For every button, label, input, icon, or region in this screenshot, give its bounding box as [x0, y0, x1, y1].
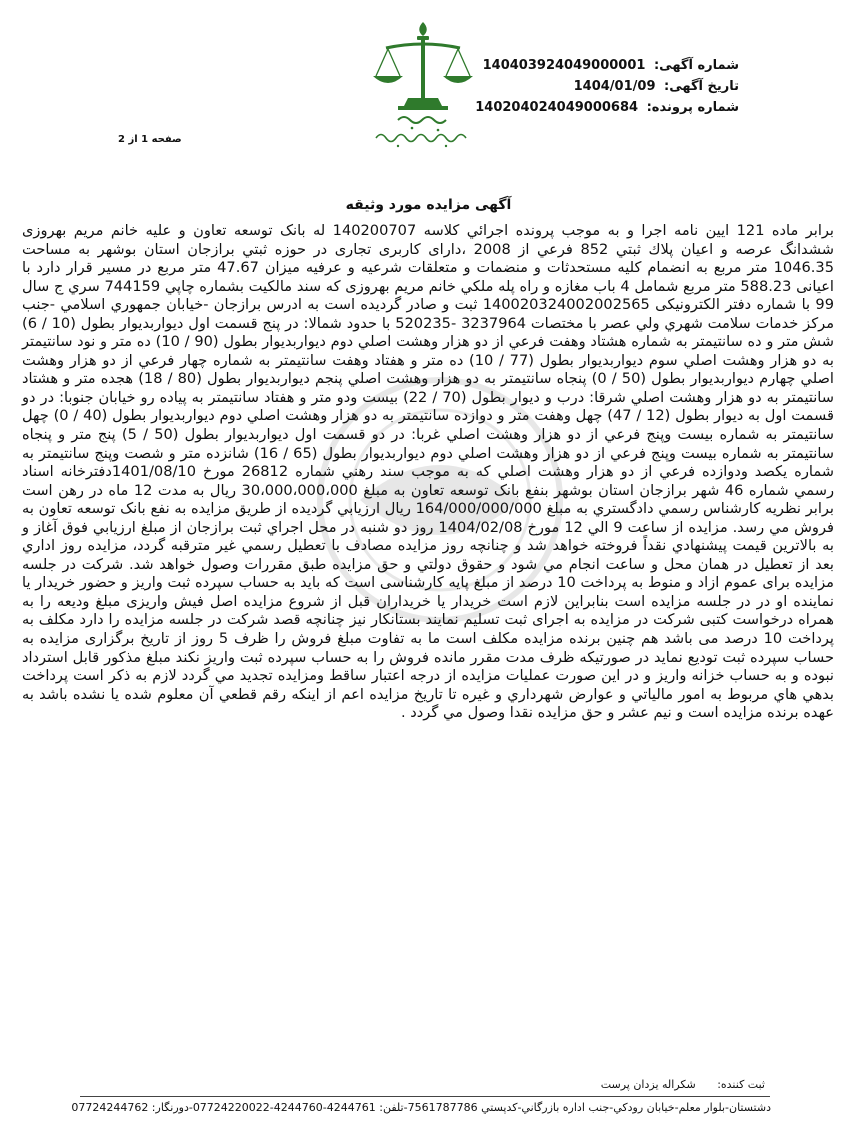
signer-name: شکراله یزدان پرست	[600, 1078, 696, 1091]
judiciary-scales-emblem-icon	[368, 18, 478, 153]
file-number-row	[475, 97, 739, 118]
file-number: 140204024049000684	[475, 100, 639, 115]
ad-number-row	[479, 55, 739, 76]
page-indicator: صفحه 1 از 2	[118, 134, 182, 145]
signer-label: ثبت کننده:	[717, 1078, 765, 1091]
file-number-label: شماره پرونده:	[646, 100, 739, 115]
ad-number: 140403924049000001	[482, 58, 646, 73]
page-title: آگهی مزایده مورد وثیقه	[345, 197, 512, 213]
header-metadata	[475, 55, 739, 118]
ad-date-label: تاریخ آگهی:	[664, 79, 739, 94]
body-text: برابر ماده 121 ايين نامه اجرا و به موجب پرونده اجرائي كلاسه 140200707 له بانک توسعه تعاون و علیه خانم مریم بهروزی ششدانگ عرصه و اعيان پلاك ثبتي 852 فرعي از 2008 ،دارای کاربری تجاری در حوزه ثبتي برازجان استان بوشهر به مساحت 1046.35 متر مربع به انضمام كليه مستحدثات و منضمات و متعلقات شرعيه و عرفيه ميزان 47.67 متر مربع در مسیر قرار دارد با اعیانی 588.23 متر مربع شمامل 4 باب مغازه و راه پله ملكي خانم مریم بهروزی که سند مالكيت بشماره چاپي 744159 سري ج سال 99 با شماره دفتر الکترونیکی 140020324002002565 ثبت و صادر گرديده است به ادرس برازجان -خيابان جمهوري اسلامي -جنب مرکز خدمات سلامت شهري ولي عصر با مختصات 3237964 -520235 با حدود شمالا: در پنج قسمت اول ديواربديوار بطول (10 / 6) شش متر و ده سانتيمتر به شماره هشتاد وهفت فرعي از دو هزار وهشت اصلي دوم ديواربديوار بطول (90 / 10) ده متر و نود سانتيمتر به دو هزار وهشت اصلي سوم ديواربديوار بطول (77 / 10) ده متر و هفتاد وهفت سانتيمتر به شماره چهار فرعي از دو هزار وهشت اصلي چهارم ديواربديوار بطول (50 / 0) پنجاه سانتيمتر به دو هزار وهشت اصلي پنجم ديواربديوار بطول (80 / 18) هجده متر و هشتاد سانتيمتر به دو هزار وهشت اصلي شرقا: درب و ديوار بطول (70 / 22) بيست ودو متر و هفتاد سانتيمتر به پياده رو خيابان جنوبا: در دو قسمت اول به ديوار بطول (12 / 47) چهل وهفت متر و دوازده سانتيمتر به دو هزار وهشت اصلي دوم ديواربديوار بطول (40 / 0) چهل سانتيمتر به شماره بيست وپنج فرعي از دو هزار وهشت اصلي غربا: در دو قسمت اول ديواربديوار بطول (50 / 5) پنج متر و پنجاه سانتيمتر به شماره بيست وپنج فرعي از دو هزار وهشت اصلي دوم ديواربديوار بطول (65 / 16) شانزده متر و شصت وپنج سانتيمتر به شماره يكصد ودوازده فرعي از دو هزار وهشت اصلي كه به موجب سند رهني شماره 26812 مورخ 1401/08/10دفترخانه اسناد رسمي شماره 46 شهر برازجان استان بوشهر بنفع بانک توسعه تعاون به مبلغ 30،000،000،000 ريال به مدت 12 ماه در رهن است برابر نظريه كارشناس رسمي دادگستري به مبلغ 164/000/000/000 ريال ارزيابي گرديده از طريق مزايده به نفع بانک توسعه تعاون به فروش مي رسد. مزايده از ساعت 9 الي 12 مورخ 1404/02/08 روز دو شنبه در محل اجراي ثبت برازجان از مبلغ ارزيابي فوق آغاز و به بالاترين قيمت پيشنهادي نقداً فروخته خواهد شد و چنانچه روز مزايده مصادف با تعطيل رسمي غير مترقبه گردد، مزايده روز اداري بعد از تعطيل در همان محل و ساعت انجام مي شود و حقوق دولتي و حق مزايده طبق مقررات وصول خواهد شد. شرکت در جلسه مزايده برای عموم ازاد و منوط به پرداخت 10 درصد از مبلغ پايه کارشناسی است که بايد به حساب سپرده ثبت واريز و حضور خريدار يا نماينده او در در جلسه مزايده است بنابراين لازم است خريدار يا خريداران قبل از شروع مزايده اصل فيش واريزی مبلغ وديعه را به همراه درخواست کتبی شرکت در مزايده به اجرای ثبت تسليم نمايند بستانكار نيز چنانچه قصد شرکت در جلسه مزايده را دارد مکلف به پرداخت 10 درصد می باشد هم چنين برنده مزايده مکلف است ما به تفاوت مبلغ فروش را ظرف 5 روز از تاريخ برگزاری مزايده به حساب سپرده ثبت توديع نمايد در صورتيكه ظرف مدت مقرر مانده فروش را به حساب سپرده ثبت واريز نكند مبلغ مذكور قابل استرداد نبوده و به حساب خزانه واريز و در اين صورت عمليات مزايده از درجه اعتبار ساقط ومزايده تجديد مي گردد لازم به ذكر است پرداخت بدهي هاي مربوط به امور مالياتي و عوارض شهرداري و غيره تا تاريخ مزايده اعم از اينكه رقم قطعي آن معلوم شده يا نشده باشد به عهده برنده مزايده است و نيم عشر و حق مزايده نقدا وصول مي گردد .	[22, 222, 835, 722]
footer-divider	[80, 1096, 770, 1097]
signer	[601, 1078, 765, 1091]
ad-date-row	[479, 76, 739, 97]
ad-number-label: شماره آگهی:	[653, 58, 739, 73]
footer-address: دشتستان-بلوار معلم-خيابان رودكي-جنب اداره بازرگاني-كدپستي 7561787786-تلفن: 4244761-4244760-07724220022-دورنگار: 07724244762	[71, 1101, 771, 1114]
ad-date: 1404/01/09	[573, 79, 656, 94]
